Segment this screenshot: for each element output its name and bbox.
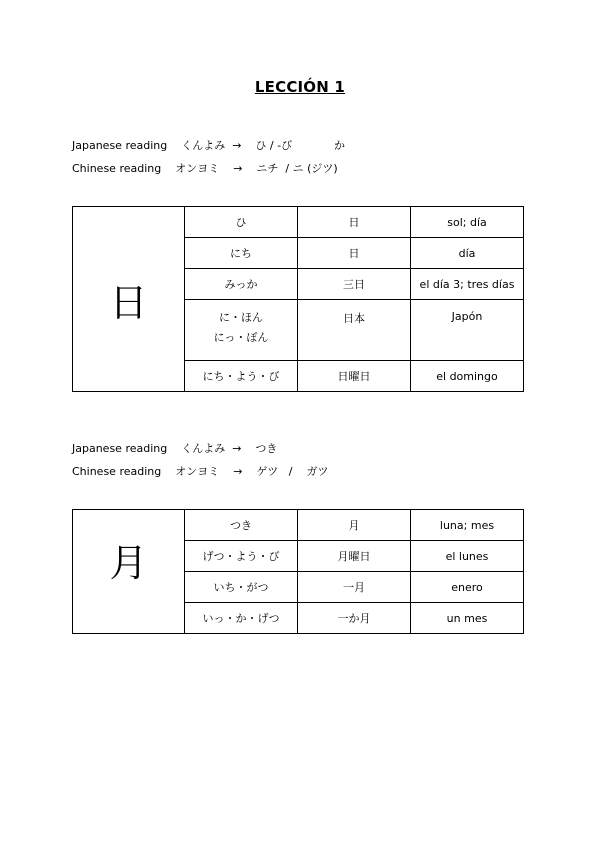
word-cell: 日曜日 xyxy=(298,361,411,392)
meaning-cell: el día 3; tres días xyxy=(411,269,524,300)
reading-cell: にち xyxy=(185,238,298,269)
word-cell: 月曜日 xyxy=(298,541,411,572)
meaning-cell: luna; mes xyxy=(411,510,524,541)
meaning-cell: el domingo xyxy=(411,361,524,392)
word-cell: 日 xyxy=(298,207,411,238)
reading-cell: つき xyxy=(185,510,298,541)
kanji-cell: 月 xyxy=(73,510,185,634)
word-cell: 一月 xyxy=(298,572,411,603)
meaning-cell: Japón xyxy=(411,300,524,361)
reading-cell: みっか xyxy=(185,269,298,300)
word-cell: 月 xyxy=(298,510,411,541)
reading-cell xyxy=(185,300,298,361)
meaning-cell: el lunes xyxy=(411,541,524,572)
kun-reading-line: Japanese reading くんよみ → ひ / -び か xyxy=(72,139,346,152)
kanji-cell: 日 xyxy=(73,207,185,392)
on-reading-line: Chinese reading オンヨミ → ニチ / ニ (ジツ) xyxy=(72,162,338,175)
meaning-cell: sol; día xyxy=(411,207,524,238)
reading-line-2: にっ・ぽん xyxy=(213,331,269,344)
kanji-table-tsuki xyxy=(72,509,524,634)
on-reading-line: Chinese reading オンヨミ → ゲツ / ガツ xyxy=(72,465,329,478)
meaning-cell: enero xyxy=(411,572,524,603)
word-cell: 三日 xyxy=(298,269,411,300)
meaning-cell: un mes xyxy=(411,603,524,634)
reading-cell: げつ・よう・び xyxy=(185,541,298,572)
reading-line-1: に・ほん xyxy=(219,311,263,324)
reading-cell: にち・よう・び xyxy=(185,361,298,392)
kanji-table-hi xyxy=(72,206,524,392)
kun-reading-line: Japanese reading くんよみ → つき xyxy=(72,442,278,455)
word-cell: 一か月 xyxy=(298,603,411,634)
reading-cell: いち・がつ xyxy=(185,572,298,603)
word-cell: 日 xyxy=(298,238,411,269)
reading-cell: ひ xyxy=(185,207,298,238)
word-cell: 日本 xyxy=(298,300,411,361)
page-title: LECCIÓN 1 xyxy=(254,78,346,96)
reading-cell: いっ・か・げつ xyxy=(185,603,298,634)
meaning-cell: día xyxy=(411,238,524,269)
